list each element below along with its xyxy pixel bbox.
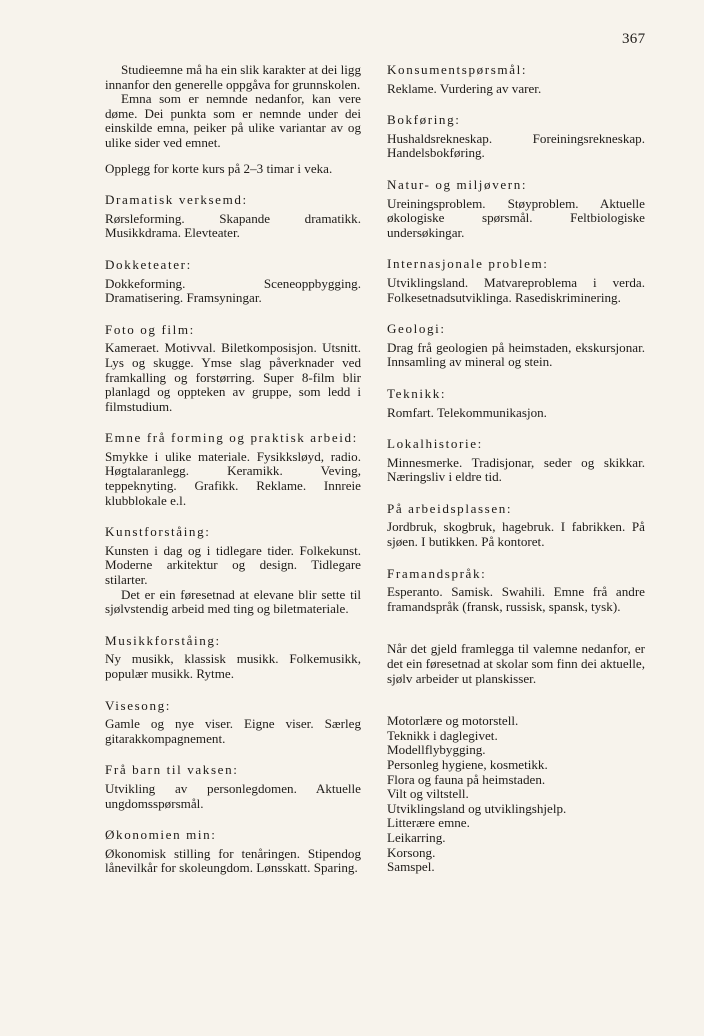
section-text: Kameraet. Motivval. Biletkomposisjon. Utsnitt. Lys og skugge. Ymse slag påverknader ved framkalling og forstørring. Super 8-film blir planlagd og oppteken av gruppe, som ledd i filmstudium.	[105, 340, 361, 414]
section-dramatisk-verksemd	[105, 193, 361, 241]
section-text: Hushaldsrekneskap. Foreiningsrekneskap. Handelsbokføring.	[387, 130, 645, 161]
section-text: Reklame. Vurdering av varer.	[387, 80, 542, 96]
section-heading: Dramatisk verksemd:	[105, 192, 248, 208]
section-text: Esperanto. Samisk. Swahili. Emne frå andre framandspråk (fransk, russisk, spansk, tysk).	[387, 584, 645, 614]
section-bokforing	[387, 113, 645, 161]
elective-list	[387, 714, 645, 875]
section-forming-og-praktisk-arbeid	[105, 431, 361, 508]
list-item: Litterære emne.	[387, 815, 470, 831]
section-heading: Emne frå forming og praktisk arbeid:	[105, 430, 358, 446]
section-text: Ureiningsproblem. Støyproblem. Aktuelle økologiske spørsmål. Feltbiologiske undersøkingar.	[387, 195, 645, 240]
section-heading: Geologi:	[387, 321, 446, 337]
section-text: Dokkeforming. Sceneoppbygging. Dramatisering. Framsyningar.	[105, 275, 361, 306]
section-teknikk	[387, 387, 645, 420]
section-heading: Frå barn til vaksen:	[105, 762, 239, 778]
section-text: Jordbruk, skogbruk, hagebruk. I fabrikken. På sjøen. I butikken. På kontoret.	[387, 519, 645, 550]
section-text: Smykke i ulike materiale. Fysikksløyd, radio. Høgtalaranlegg. Keramikk. Veving, teppeknyting. Grafikk. Reklame. Innreie klubblokale e.l.	[105, 448, 361, 508]
section-text: Kunsten i dag og i tidlegare tider. Folkekunst. Moderne arkitektur og design. Tidlegare stilarter.	[105, 542, 361, 588]
section-heading: Konsumentspørsmål:	[387, 62, 528, 77]
section-heading: Musikkforståing:	[105, 632, 221, 648]
section-heading: Framandspråk:	[387, 565, 487, 581]
section-framandsprak	[387, 567, 645, 615]
section-text: Økonomisk stilling for tenåringen. Stipendog lånevilkår for skoleungdom. Lønsskatt. Sparing.	[105, 845, 361, 876]
section-foto-og-film	[105, 323, 361, 415]
section-text: Romfart. Telekommunikasjon.	[387, 404, 547, 420]
list-item: Utviklingsland og utviklingshjelp.	[387, 800, 567, 816]
short-courses-note: Opplegg for korte kurs på 2–3 timar i veka.	[105, 160, 333, 176]
section-text: Utvikling av personlegdomen. Aktuelle ungdomsspørsmål.	[105, 780, 361, 811]
list-item: Motorlære og motorstell.	[387, 713, 519, 729]
list-item: Teknikk i daglegivet.	[387, 727, 498, 743]
section-text: Det er ein føresetnad at elevane blir sette til sjølvstendig arbeid med ting og biletmateriale.	[105, 586, 361, 617]
section-text: Rørsleforming. Skapande dramatikk. Musikkdrama. Elevteater.	[105, 210, 361, 241]
section-heading: Kunstforståing:	[105, 524, 211, 540]
section-musikkforstaing	[105, 634, 361, 682]
section-natur-og-miljovern	[387, 178, 645, 240]
section-heading: Natur- og miljøvern:	[387, 176, 528, 192]
section-text: Minnesmerke. Tradisjonar, seder og skikkar. Næringsliv i eldre tid.	[387, 454, 645, 485]
section-heading: På arbeidsplassen:	[387, 500, 513, 516]
list-item: Flora og fauna på heimstaden.	[387, 771, 546, 787]
section-heading: Foto og film:	[105, 321, 195, 337]
section-heading: Økonomien min:	[105, 827, 217, 843]
section-okonomien-min	[105, 828, 361, 876]
section-heading: Teknikk:	[387, 385, 447, 401]
section-kunstforstaing	[105, 525, 361, 617]
section-visesong	[105, 699, 361, 747]
section-heading: Dokketeater:	[105, 256, 192, 272]
section-text: Gamle og nye viser. Eigne viser. Særleg gitarakkompagnement.	[105, 716, 361, 746]
section-konsumentsporsmal	[387, 63, 645, 96]
section-lokalhistorie	[387, 437, 645, 485]
section-heading: Lokalhistorie:	[387, 436, 483, 452]
section-pa-arbeidsplassen	[387, 502, 645, 550]
list-item: Modellflybygging.	[387, 742, 486, 758]
section-heading: Bokføring:	[387, 112, 461, 128]
intro-paragraph: Studieemne må ha ein slik karakter at dei ligg innanfor den generelle oppgåva for grunnskolen.	[105, 62, 361, 92]
section-heading: Visesong:	[105, 697, 171, 713]
list-item: Korsong.	[387, 844, 436, 860]
page-number: 367	[622, 31, 646, 47]
elective-note: Når det gjeld framlegga til valemne nedanfor, er det ein føresetnad at skolar som finn dei aktuelle, sjølv arbeider ut planskisser.	[387, 641, 645, 686]
section-fra-barn-til-vaksen	[105, 763, 361, 811]
list-item: Samspel.	[387, 859, 435, 875]
list-item: Vilt og viltstell.	[387, 786, 469, 802]
section-text: Drag frå geologien på heimstaden, ekskursjonar. Innsamling av mineral og stein.	[387, 339, 645, 370]
list-item: Leikarring.	[387, 829, 446, 845]
list-item: Personleg hygiene, kosmetikk.	[387, 757, 548, 772]
section-geologi	[387, 322, 645, 370]
right-column	[387, 63, 645, 875]
section-text: Utviklingsland. Matvareproblema i verda. Folkesetnadsutviklinga. Rasediskriminering.	[387, 274, 645, 305]
section-internasjonale-problem	[387, 257, 645, 305]
intro-paragraph: Emna som er nemnde nedanfor, kan vere døme. Dei punkta som er nemnde under dei einskilde emna, peiker på ulike variantar av og ulike sider ved emnet.	[105, 91, 361, 150]
section-text: Ny musikk, klassisk musikk. Folkemusikk, populær musikk. Rytme.	[105, 651, 361, 681]
section-heading: Internasjonale problem:	[387, 256, 549, 272]
left-column	[105, 63, 361, 893]
section-dokketeater	[105, 258, 361, 306]
